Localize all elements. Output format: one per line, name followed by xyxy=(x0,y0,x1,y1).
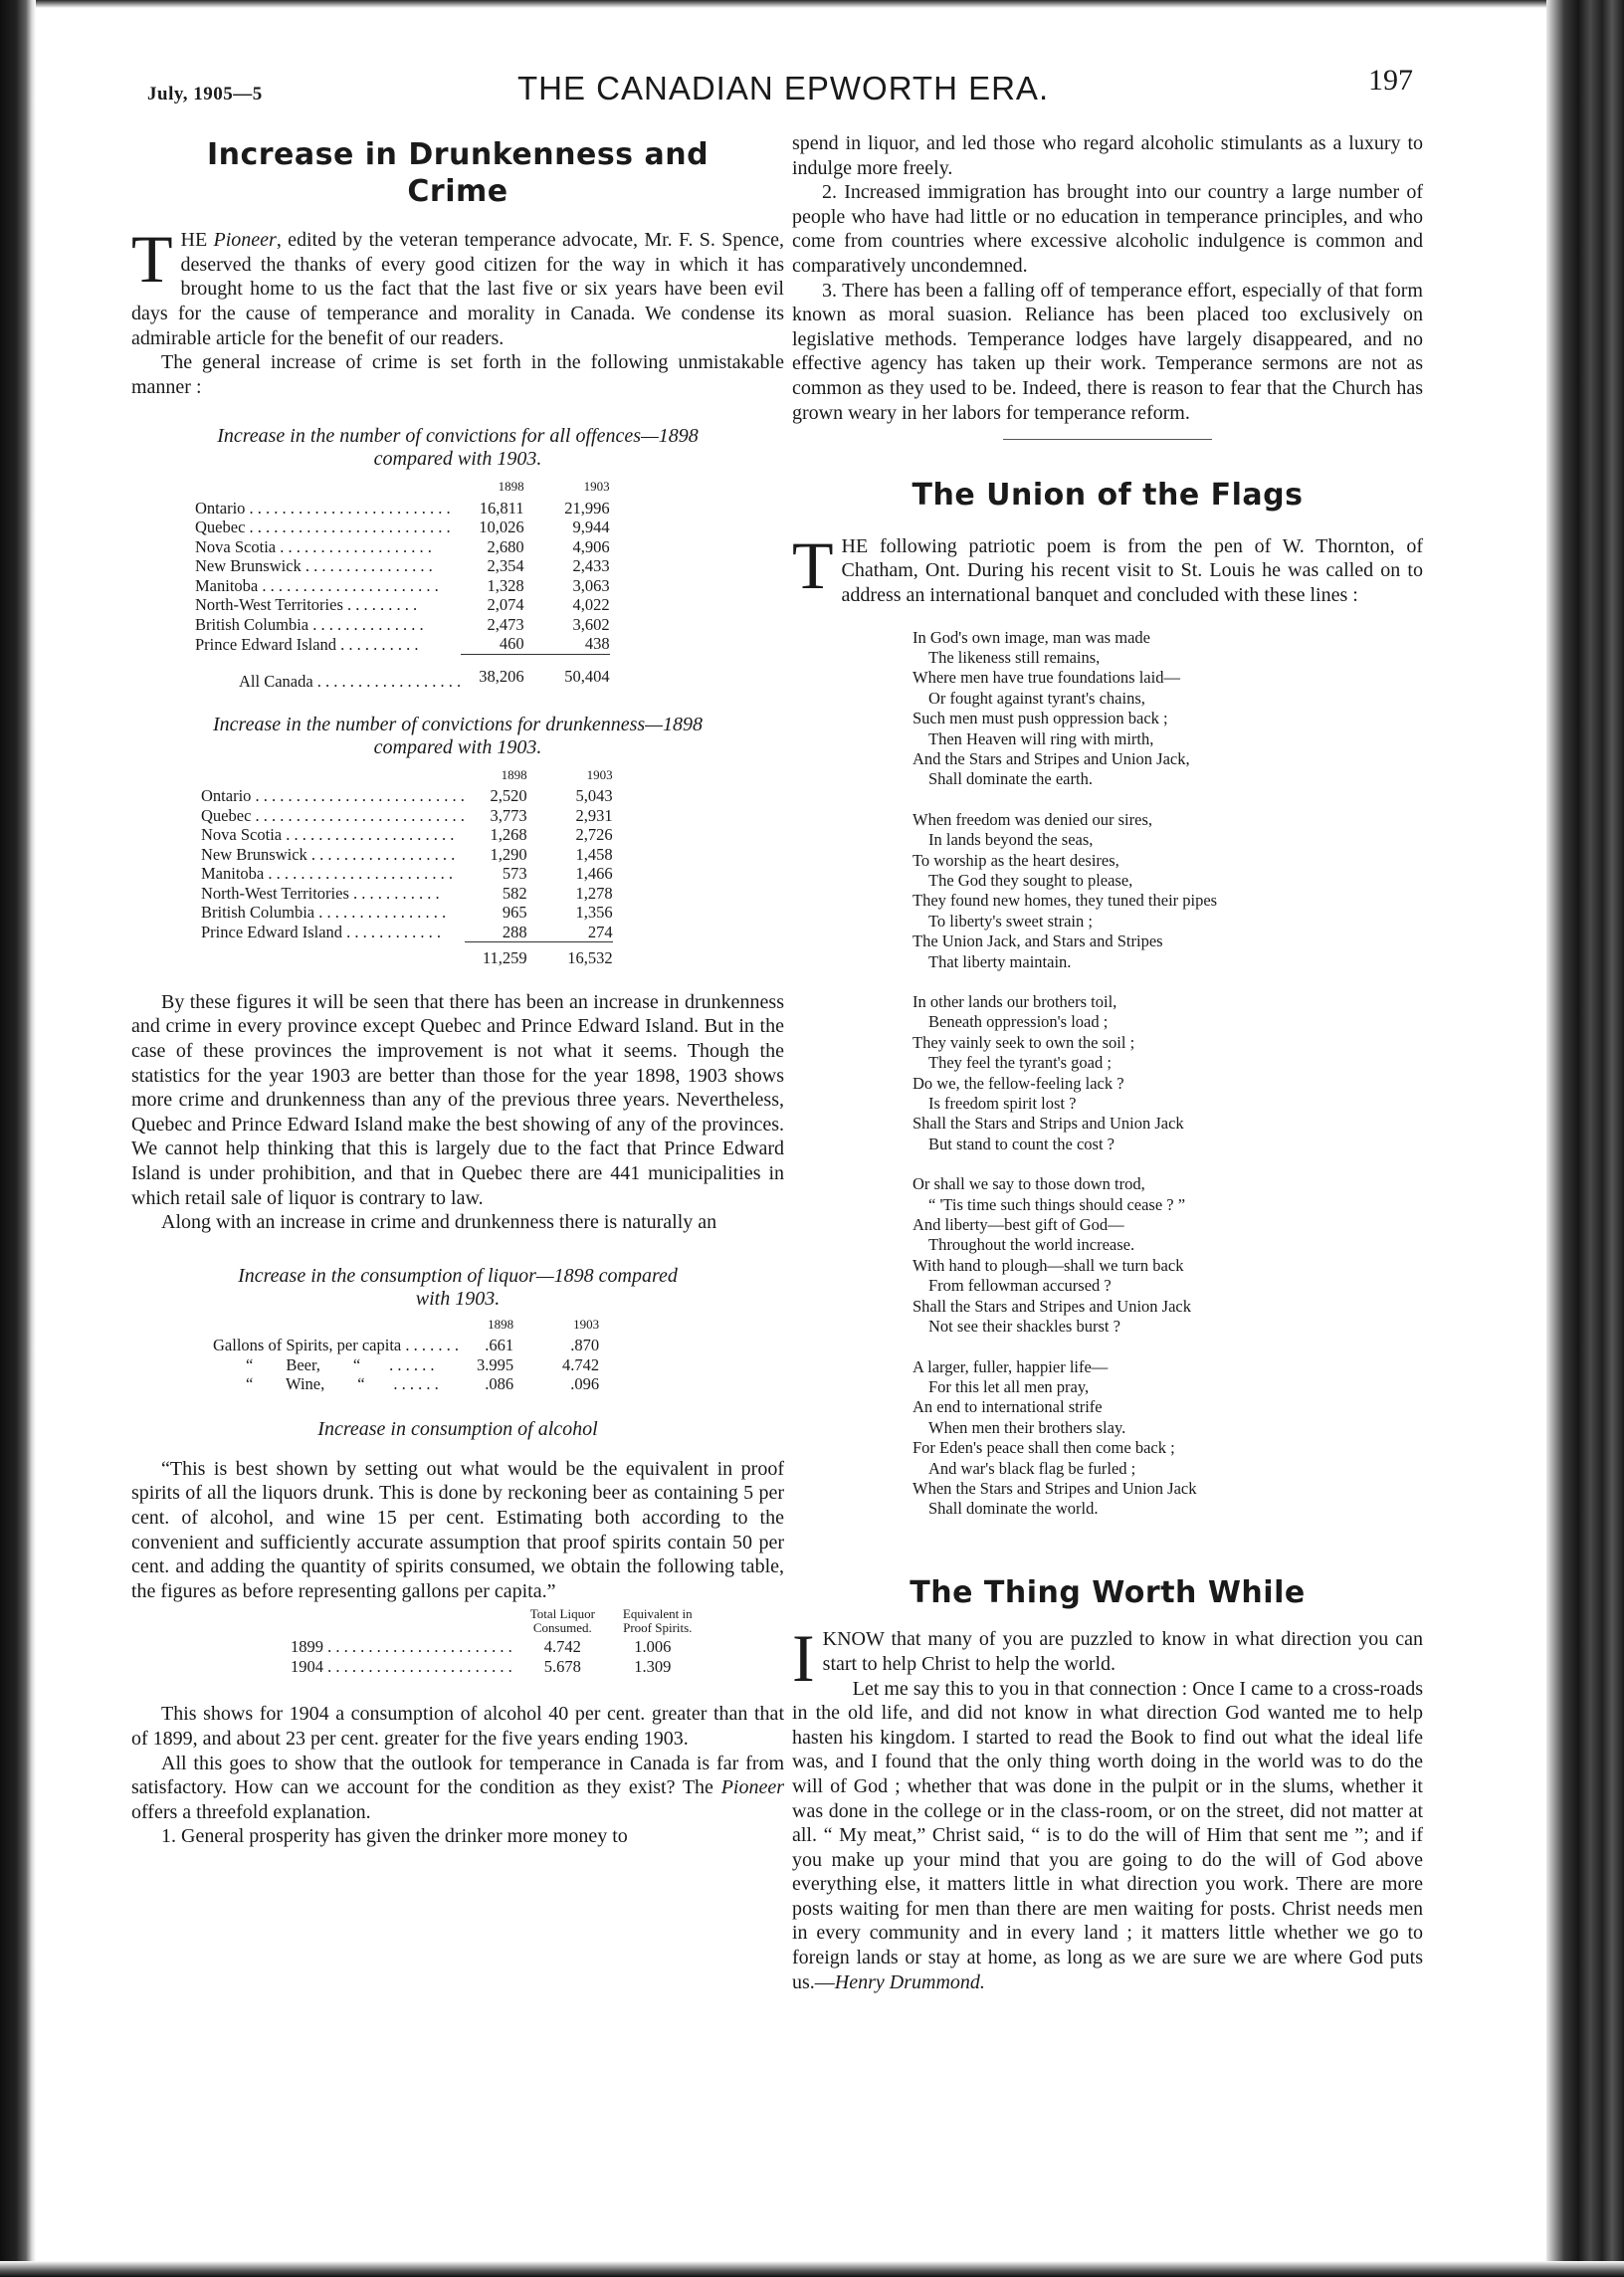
poem-stanza: Or shall we say to those down trod, “ 'Tis time such things should cease ? ” And liberty—best gift of God— Throughout the world increase. With hand to plough—shall we turn back From fellowman accursed ? Shall the Stars and Stripes and Union Jack Not see their shackles burst ? xyxy=(913,1174,1192,1337)
paragraph: Let me say this to you in that connection : Once I came to a cross-roads in the old life, and did not know in what direction God wanted me to help hasten his kingdom. I started to read the Book to find out what the ideal life was, and I found that the only thing worth doing in the world was to do the will of God ; whether that was done in the pulpit or in the slums, whether it was done in the college or in the class-room, or on the street, did not matter at all. “ My meat,” Christ said, “ is to do the will of Him that sent me ”; and if you make up your mind that you are going to do the will of God above everything else, it matters little in what direction you work. There are more posts waiting for men than there are men waiting for posts. Christ needs men in every community and in every land ; it matters little whether we go to foreign lands or stay at home, as long as we are sure we are where God puts us.—Henry Drummond. xyxy=(792,1677,1423,1993)
table-convictions-all-offences xyxy=(131,425,784,692)
table-caption: Increase in the number of convictions for all offences—1898 compared with 1903. xyxy=(217,425,699,471)
table-row: Manitoba . . . . . . . . . . . . . . . . . . . . . . . 573 1,466 xyxy=(201,864,613,884)
table-row: Ontario . . . . . . . . . . . . . . . . . . . . . . . . . 16,811 21,996 xyxy=(195,498,610,518)
article-title-thing-worth-while: The Thing Worth While xyxy=(910,1574,1306,1610)
issue-date: July, 1905—5 xyxy=(147,84,263,104)
table-row: New Brunswick . . . . . . . . . . . . . . . . . . 1,290 1,458 xyxy=(201,844,613,864)
drop-cap: T xyxy=(131,221,173,298)
paragraph: All this goes to show that the outlook for temperance in Canada is far from satisfactory. How can we account for the condition as they exist? The Pioneer offers a threefold explanation. xyxy=(131,1752,784,1823)
table-caption: Increase in the consumption of liquor—1898 compared with 1903. xyxy=(238,1264,678,1310)
table-row: Ontario . . . . . . . . . . . . . . . . . . . . . . . . . . 2,520 5,043 xyxy=(201,786,613,806)
paragraph: 2. Increased immigration has brought into our country a large number of people who have had little or no education in temperance principles, and who come from countries where excessive alcoholic indulgence is common and comparatively uncondemned. xyxy=(792,181,1423,277)
table-row: North-West Territories . . . . . . . . . 2,074 4,022 xyxy=(195,595,610,615)
poem xyxy=(913,628,1423,1520)
table-row: Quebec . . . . . . . . . . . . . . . . . . . . . . . . . 10,026 9,944 xyxy=(195,518,610,537)
table-caption: Increase in the number of convictions for drunkenness—1898 compared with 1903. xyxy=(213,713,703,758)
table-row: 1899 . . . . . . . . . . . . . . . . . . . . . . . 4.742 1.006 xyxy=(291,1637,672,1657)
book-spine-edge xyxy=(1546,0,1624,2277)
table-row: British Columbia . . . . . . . . . . . . . . . . 965 1,356 xyxy=(201,903,613,923)
paragraph: 1. General prosperity has given the drinker more money to xyxy=(161,1825,628,1848)
column-header: Total Liquor Consumed. xyxy=(529,1606,595,1636)
table-row: New Brunswick . . . . . . . . . . . . . . . . 2,354 2,433 xyxy=(195,556,610,576)
paragraph: “This is best shown by setting out what would be the equivalent in proof spirits of all the liquors drunk. This is done by reckoning beer as containing 5 per cent. of alcohol, and wine 15 per cent. Estimating both according to the convenient and sufficiently accurate assumption that proof spirits contain 50 per cent. and adding the quantity of spirits consumed, we obtain the following table, the figures as before representing gallons per capita.” xyxy=(131,1457,784,1602)
table-alcohol-equivalent xyxy=(291,1607,693,1676)
table-row: Quebec . . . . . . . . . . . . . . . . . . . . . . . . . . 3,773 2,931 xyxy=(201,805,613,825)
poem-stanza: In other lands our brothers toil, Beneath oppression's load ; They vainly seek to own the soil ; They feel the tyrant's goad ; Do we, the fellow-feeling lack ? Is freedom spirit lost ? Shall the Stars and Strips and Union Jack But stand to count the cost ? xyxy=(913,992,1184,1153)
paragraph: The general increase of crime is set forth in the following unmistakable manner : xyxy=(131,351,784,398)
drop-cap: T xyxy=(792,526,834,603)
left-column xyxy=(131,131,784,1849)
page-left-edge xyxy=(0,0,36,2277)
poem-stanza: A larger, fuller, happier life— For this let all men pray, An end to international strife When men their brothers slay. For Eden's peace shall then come back ; And war's black flag be furled ; When the Stars and Stripes and Union Jack Shall dominate the world. xyxy=(913,1356,1197,1519)
paragraph: Along with an increase in crime and drunkenness there is naturally an xyxy=(161,1211,717,1234)
paragraph: This shows for 1904 a consumption of alcohol 40 per cent. greater than that of 1899, and about 23 per cent. greater for the five years ending 1903. xyxy=(131,1703,784,1750)
table-convictions-drunkenness xyxy=(131,714,784,968)
author-signature: Henry Drummond. xyxy=(834,1970,985,1993)
stats-table: 1898 1903 Gallons of Spirits, per capita . . . . . . . .661 .870 “ Beer, “ . . . . . . 3.995 4.742 “ Wine, “ . . . . . . .086 .096 xyxy=(213,1316,600,1394)
stats-table: 1898 1903 Ontario . . . . . . . . . . . . . . . . . . . . . . . . . 16,811 21,996 Quebec . . . . . . . . . . . . . . . . . . . . . . . . . 10,026 9,944 Nova Scotia . . . . . . . . . . . . . . . . . . . 2,680 4,906 New Brunswick . . . . . . . . . . . . . . . . 2,354 2,433 Manitoba . . . . . . . . . . . . . . . . . . . . . . 1,328 3,063 North-West Territories . . . . . . . . . 2,074 4,022 British Columbia . . . . . . . . . . . . . . 2,473 3,602 Prince Edward Island . . . . . . . . . . 460 438 All Canada . . . . . . . . . . . . . . . . . . 38,206 50,404 xyxy=(195,479,610,692)
column-header: Equivalent in Proof Spirits. xyxy=(622,1606,693,1636)
section-divider xyxy=(1003,439,1212,440)
table-total-row: 11,259 16,532 xyxy=(201,942,613,968)
poem-stanza: In God's own image, man was made The likeness still remains, Where men have true foundations laid— Or fought against tyrant's chains, Such men must push oppression back ; Then Heaven will ring with mirth, And the Stars and Stripes and Union Jack, Shall dominate the earth. xyxy=(913,627,1190,789)
paragraph: spend in liquor, and led those who regard alcoholic stimulants as a luxury to indulge more freely. xyxy=(792,132,1423,179)
table-row: British Columbia . . . . . . . . . . . . . . 2,473 3,602 xyxy=(195,614,610,634)
table-row: “ Wine, “ . . . . . . .086 .096 xyxy=(213,1374,600,1394)
table-row: Prince Edward Island . . . . . . . . . . 460 438 xyxy=(195,634,610,654)
page-top-edge xyxy=(0,0,1624,8)
table-row: Manitoba . . . . . . . . . . . . . . . . . . . . . . 1,328 3,063 xyxy=(195,575,610,595)
table-row: 1904 . . . . . . . . . . . . . . . . . . . . . . . 5.678 1.309 xyxy=(291,1656,672,1676)
table-row: Nova Scotia . . . . . . . . . . . . . . . . . . . 2,680 4,906 xyxy=(195,536,610,556)
intro-paragraph: THE Pioneer, edited by the veteran temperance advocate, Mr. F. S. Spence, deserved the thanks of every good citizen for the way in which it has brought home to us the fact that the last five or six years have been evil days for the cause of temperance and morality in Canada. We condense its admirable article for the benefit of our readers. xyxy=(131,221,784,349)
paragraph: 3. There has been a falling off of temperance effort, especially of that form known as moral suasion. Reliance has been placed too exclusively on legislative methods. Temperance lodges have largely disappeared, and no effective agency has taken up their work. Temperance sermons are not as common as they used to be. Indeed, there is reason to fear that the Church has grown weary in her labors for temperance reform. xyxy=(792,279,1423,424)
table-liquor-consumption xyxy=(131,1265,784,1394)
page-number: 197 xyxy=(1368,64,1413,97)
table-row: North-West Territories . . . . . . . . . . . 582 1,278 xyxy=(201,883,613,903)
right-column xyxy=(792,131,1423,1994)
table-row: “ Beer, “ . . . . . . 3.995 4.742 xyxy=(213,1354,600,1374)
page-bottom-edge xyxy=(0,2261,1624,2277)
publication-title: THE CANADIAN EPWORTH ERA. xyxy=(517,70,1050,106)
table-row: Prince Edward Island . . . . . . . . . . . . 288 274 xyxy=(201,922,613,942)
table-total-row: All Canada . . . . . . . . . . . . . . . . . . 38,206 50,404 xyxy=(195,654,610,692)
intro-paragraph: IKNOW that many of you are puzzled to know in what direction you can start to help Christ to help the world. xyxy=(792,1620,1423,1697)
intro-paragraph: THE following patriotic poem is from the pen of W. Thornton, of Chatham, Ont. During his recent visit to St. Louis he was called on to address an international banquet and concluded with these lines : xyxy=(792,526,1423,606)
drop-cap: I xyxy=(792,1620,815,1697)
table-row: Nova Scotia . . . . . . . . . . . . . . . . . . . . . 1,268 2,726 xyxy=(201,825,613,845)
table-row: Gallons of Spirits, per capita . . . . . . . .661 .870 xyxy=(213,1336,600,1355)
poem-stanza: When freedom was denied our sires, In lands beyond the seas, To worship as the heart desires, The God they sought to please, They found new homes, they tuned their pipes To liberty's sweet strain ; The Union Jack, and Stars and Stripes That liberty maintain. xyxy=(913,809,1218,971)
paragraph: By these figures it will be seen that there has been an increase in drunkenness and crime in every province except Quebec and Prince Edward Island. But in the case of these provinces the improvement is not what it seems. Though the statistics for the year 1903 are better than those for the year 1898, 1903 shows more crime and drunkenness than any of the previous three years. Nevertheless, Quebec and Prince Edward Island make the best showing of any of the provinces. We cannot help thinking that this is largely due to the fact that Prince Edward Island is under prohibition, and that in Quebec there are 441 municipalities in which retail sale of liquor is contrary to law. xyxy=(131,990,784,1209)
subheading: Increase in consumption of alcohol xyxy=(317,1417,598,1440)
stats-table: 1898 1903 Ontario . . . . . . . . . . . . . . . . . . . . . . . . . . 2,520 5,043 Quebec . . . . . . . . . . . . . . . . . . . . . . . . . . 3,773 2,931 Nova Scotia . . . . . . . . . . . . . . . . . . . . . 1,268 2,726 New Brunswick . . . . . . . . . . . . . . . . . . 1,290 1,458 Manitoba . . . . . . . . . . . . . . . . . . . . . . . 573 1,466 North-West Territories . . . . . . . . . . . 582 1,278 British Columbia . . . . . . . . . . . . . . . . 965 1,356 Prince Edward Island . . . . . . . . . . . . 288 274 11,259 16,532 xyxy=(201,766,613,968)
article-title-drunkenness: Increase in Drunkenness and Crime xyxy=(206,137,710,209)
article-title-union-of-flags: The Union of the Flags xyxy=(912,478,1304,514)
